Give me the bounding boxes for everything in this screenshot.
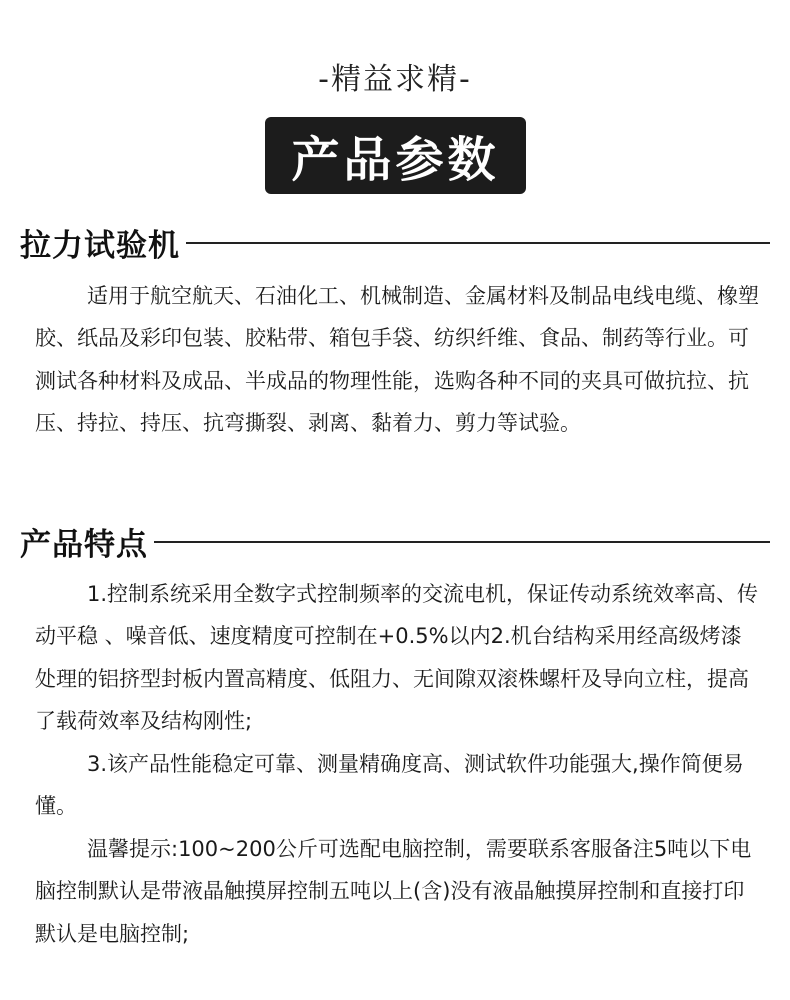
section-heading-product: [20, 217, 770, 267]
section-heading-features: [20, 516, 770, 566]
feature-paragraph-3: 3.该产品性能稳定可靠、测量精确度高、测试软件功能强大,操作简便易懂。: [35, 752, 744, 819]
section-divider: [154, 541, 770, 543]
banner-title: 产品参数: [291, 132, 500, 188]
banner: [265, 117, 526, 194]
section-title-product: 拉力试验机: [20, 227, 180, 264]
section-title-features: 产品特点: [20, 526, 148, 563]
section-divider: [186, 242, 770, 244]
tip-paragraph: 温馨提示:100~200公斤可选配电脑控制，需要联系客服备注5吨以下电脑控制默认是带液晶触摸屏控制五吨以上(含)没有液晶触摸屏控制和直接打印默认是电脑控制;: [35, 837, 752, 946]
header-subtitle: -精益求精-: [318, 62, 472, 97]
feature-paragraph-1: 1.控制系统采用全数字式控制频率的交流电机，保证传动系统效率高、传动平稳 、噪音低、速度精度可控制在+0.5%以内2.机台结构采用经高级烤漆处理的铝挤型封板内置高精度、低阻力、无间隙双滚株螺杆及导向立柱，提高了载荷效率及结构刚性;: [35, 582, 759, 734]
product-description: 适用于航空航天、石油化工、机械制造、金属材料及制品电线电缆、橡塑胶、纸品及彩印包装、胶粘带、箱包手袋、纺织纤维、食品、制药等行业。可测试各种材料及成品、半成品的物理性能，选购各种不同的夹具可做抗拉、抗压、持拉、持压、抗弯撕裂、剥离、黏着力、剪力等试验。: [35, 284, 759, 436]
